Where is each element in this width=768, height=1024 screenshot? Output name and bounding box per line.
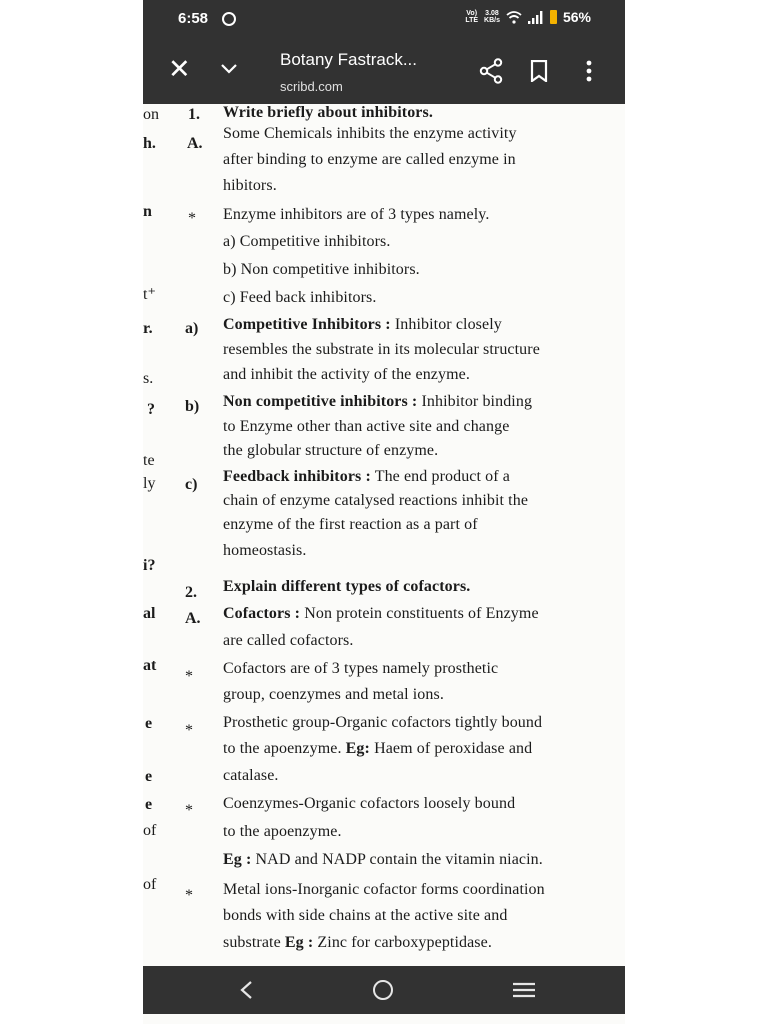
margin-fragment: of: [143, 822, 157, 839]
margin-fragment: n: [143, 203, 152, 220]
phone-screen: [143, 0, 625, 1024]
bullet-star: *: [185, 722, 193, 739]
margin-fragment: e: [145, 715, 153, 732]
chevron-down-icon[interactable]: [221, 61, 237, 77]
margin-fragment: t⁺: [143, 286, 156, 303]
text-line: a) Competitive inhibitors.: [223, 233, 391, 250]
battery-icon: [550, 10, 557, 24]
document-page: [143, 104, 625, 966]
margin-fragment: s.: [143, 370, 154, 387]
text-line: bonds with side chains at the active site and: [223, 907, 508, 924]
text-line: chain of enzyme catalysed reactions inhibit the: [223, 492, 529, 509]
text-line: to the apoenzyme. Eg: Haem of peroxidase and: [223, 740, 533, 757]
bullet-star: *: [185, 802, 193, 819]
margin-fragment: e: [145, 796, 153, 813]
text-line: the globular structure of enzyme.: [223, 442, 439, 459]
margin-fragment: al: [143, 605, 156, 622]
text-line: enzyme of the first reaction as a part of: [223, 516, 478, 533]
recents-icon[interactable]: [513, 982, 535, 998]
answer-marker: A.: [187, 135, 203, 152]
network-type: Vo) LTE: [465, 10, 479, 24]
bullet-star: *: [185, 668, 193, 685]
text-line: Enzyme inhibitors are of 3 types namely.: [223, 206, 490, 223]
text-line: after binding to enzyme are called enzyme in: [223, 151, 516, 168]
bullet-star: *: [185, 887, 193, 904]
text-line: to the apoenzyme.: [223, 823, 342, 840]
question-number: 1.: [188, 106, 200, 123]
text-line: homeostasis.: [223, 542, 307, 559]
text-line: Metal ions-Inorganic cofactor forms coordination: [223, 881, 545, 898]
answer-marker: A.: [185, 610, 201, 627]
margin-fragment: ly: [143, 475, 156, 492]
status-time: 6:58: [178, 10, 209, 27]
text-line: b) Non competitive inhibitors.: [223, 261, 420, 278]
share-icon[interactable]: [479, 58, 503, 84]
signal-icon: [528, 11, 544, 24]
bullet-star: *: [188, 210, 196, 227]
text-line: Coenzymes-Organic cofactors loosely bound: [223, 795, 516, 812]
item-marker: b): [185, 398, 200, 415]
text-line: group, coenzymes and metal ions.: [223, 686, 444, 703]
page-title: Botany Fastrack...: [280, 50, 417, 69]
margin-fragment: te: [143, 452, 155, 469]
margin-fragment: ?: [147, 401, 155, 418]
text-line: and inhibit the activity of the enzyme.: [223, 366, 470, 383]
text-line: Some Chemicals inhibits the enzyme activity: [223, 125, 517, 142]
text-line: Eg : NAD and NADP contain the vitamin niacin.: [223, 851, 543, 868]
text-line: hibitors.: [223, 177, 277, 194]
status-indicators: [465, 9, 591, 25]
text-line: Feedback inhibitors : The end product of a: [223, 468, 510, 485]
item-marker: a): [185, 320, 199, 337]
margin-fragment: at: [143, 657, 157, 674]
question-title: Explain different types of cofactors.: [223, 578, 471, 595]
close-icon[interactable]: ✕: [168, 54, 191, 84]
margin-fragment: e: [145, 768, 153, 785]
text-line: are called cofactors.: [223, 632, 354, 649]
text-line: substrate Eg : Zinc for carboxypeptidase.: [223, 934, 492, 951]
notification-icon: [222, 12, 236, 26]
back-icon[interactable]: [239, 980, 253, 1000]
page-url: scribd.com: [280, 79, 343, 94]
app-toolbar: [143, 38, 625, 104]
question-title: Write briefly about inhibitors.: [223, 104, 433, 121]
margin-fragment: h.: [143, 135, 156, 152]
margin-fragment: i?: [143, 557, 156, 574]
text-line: catalase.: [223, 767, 279, 784]
system-nav-bar: [143, 966, 625, 1014]
more-vert-icon[interactable]: [586, 60, 592, 82]
text-line: Competitive Inhibitors : Inhibitor closely: [223, 316, 502, 333]
bookmark-icon[interactable]: [530, 60, 548, 82]
home-icon[interactable]: [373, 980, 393, 1000]
text-line: Cofactors are of 3 types namely prosthetic: [223, 660, 499, 677]
text-line: to Enzyme other than active site and change: [223, 418, 510, 435]
text-line: Non competitive inhibitors : Inhibitor binding: [223, 393, 533, 410]
text-line: c) Feed back inhibitors.: [223, 289, 377, 306]
text-line: Cofactors : Non protein constituents of Enzyme: [223, 605, 539, 622]
item-marker: c): [185, 476, 198, 493]
margin-fragment: on: [143, 106, 159, 123]
status-bar: [143, 0, 625, 38]
data-speed: 3.08 KB/s: [484, 10, 500, 24]
battery-level: 56%: [562, 9, 591, 25]
question-number: 2.: [185, 584, 197, 601]
text-line: resembles the substrate in its molecular structure: [223, 341, 540, 358]
text-line: Prosthetic group-Organic cofactors tightly bound: [223, 714, 543, 731]
wifi-icon: [506, 11, 522, 24]
margin-fragment: r.: [143, 320, 153, 337]
margin-fragment: of: [143, 876, 157, 893]
